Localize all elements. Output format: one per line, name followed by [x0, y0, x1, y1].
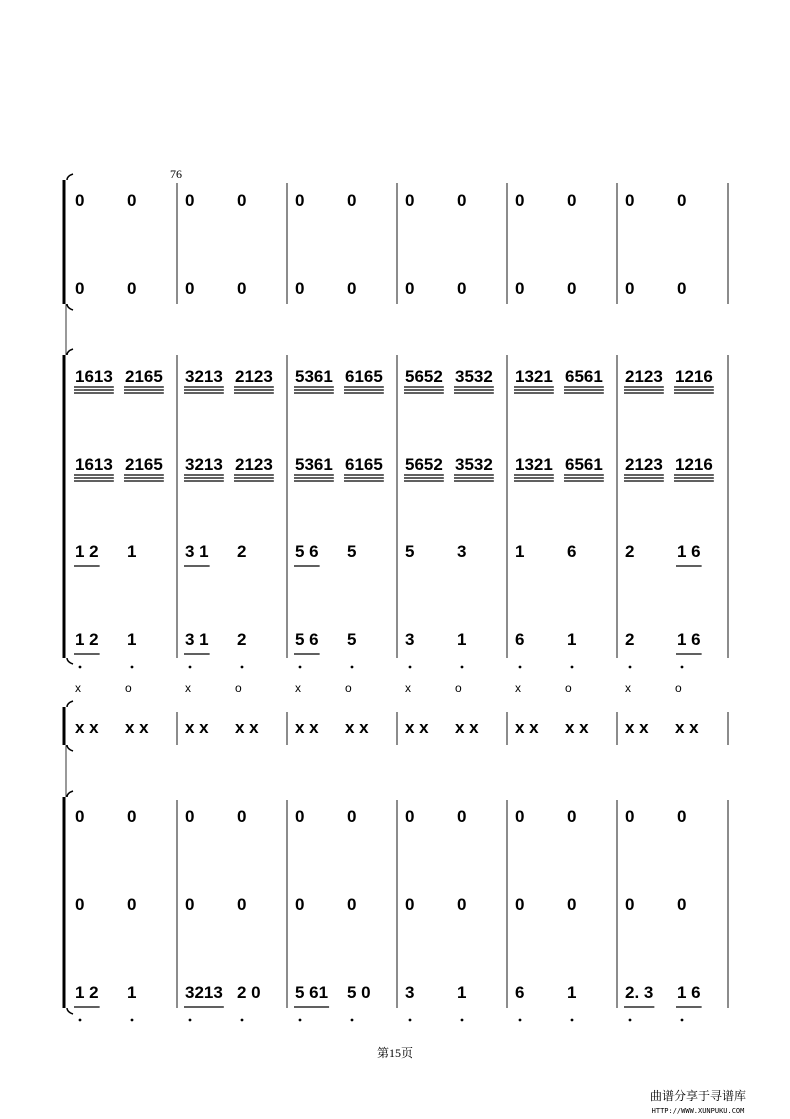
- note: 3213: [185, 367, 223, 386]
- note: 1321: [515, 455, 553, 474]
- note: 1216: [675, 455, 713, 474]
- staff-row-percussion: [75, 718, 699, 737]
- watermark-name: 曲谱分享于寻谱库: [649, 1089, 747, 1103]
- note: 0: [185, 807, 195, 826]
- note: 0: [237, 895, 247, 914]
- octave-dot: [299, 666, 302, 669]
- bracket-system-1: [64, 174, 73, 310]
- staff-row-low-1: [75, 807, 686, 826]
- note: 1: [127, 542, 137, 561]
- note: 6: [515, 630, 525, 649]
- octave-dot: [519, 666, 522, 669]
- note: 1: [127, 630, 137, 649]
- note: 0: [567, 895, 577, 914]
- note: 0: [405, 895, 415, 914]
- note: 5 6: [295, 630, 319, 649]
- page-label: 第15页: [376, 1046, 414, 1060]
- percussion-mark: o: [345, 681, 352, 695]
- note: 0: [405, 191, 415, 210]
- note: 2: [237, 542, 247, 561]
- note: 2123: [625, 455, 663, 474]
- note: 0: [237, 279, 247, 298]
- note: 3213: [185, 455, 223, 474]
- octave-dot: [189, 1019, 192, 1022]
- note: 3213: [185, 983, 223, 1002]
- note: 1: [567, 630, 577, 649]
- note: 0: [295, 279, 305, 298]
- note: 6165: [345, 455, 383, 474]
- note: 0: [567, 279, 577, 298]
- note: 0: [677, 279, 687, 298]
- octave-dot: [461, 666, 464, 669]
- note: 1: [567, 983, 577, 1002]
- note: 3 1: [185, 542, 209, 561]
- note: 0: [75, 895, 85, 914]
- note: 3: [457, 542, 467, 561]
- octave-dot: [461, 1019, 464, 1022]
- percussion-note: x x: [295, 718, 319, 737]
- note: 0: [237, 807, 247, 826]
- octave-dot: [79, 666, 82, 669]
- percussion-note: x x: [75, 718, 99, 737]
- note: 5: [347, 630, 357, 649]
- octave-dot: [189, 666, 192, 669]
- note: 1: [457, 630, 467, 649]
- note: 0: [677, 807, 687, 826]
- note: 0: [75, 191, 85, 210]
- note: 5: [405, 542, 415, 561]
- octave-dot: [351, 666, 354, 669]
- note: 1 6: [677, 983, 701, 1002]
- octave-dot: [299, 1019, 302, 1022]
- percussion-note: x x: [675, 718, 699, 737]
- note: 6165: [345, 367, 383, 386]
- note: 5361: [295, 367, 333, 386]
- note: 3532: [455, 455, 493, 474]
- staff-row-melody-2: [74, 455, 714, 481]
- percussion-note: x x: [405, 718, 429, 737]
- percussion-mark: x: [185, 681, 191, 695]
- note: 0: [457, 191, 467, 210]
- note: 0: [677, 191, 687, 210]
- note: 3: [405, 630, 415, 649]
- note: 6: [515, 983, 525, 1002]
- octave-dot: [681, 1019, 684, 1022]
- octave-dot: [681, 666, 684, 669]
- note: 2123: [625, 367, 663, 386]
- note: 3532: [455, 367, 493, 386]
- percussion-mark: x: [295, 681, 301, 695]
- note: 0: [237, 191, 247, 210]
- note: 5 6: [295, 542, 319, 561]
- note: 1613: [75, 367, 113, 386]
- note: 0: [347, 895, 357, 914]
- note: 2: [625, 630, 635, 649]
- note: 0: [75, 279, 85, 298]
- note: 2123: [235, 455, 273, 474]
- staff-row-top-1: [75, 191, 686, 210]
- note: 0: [347, 191, 357, 210]
- octave-dot: [519, 1019, 522, 1022]
- octave-dot: [131, 1019, 134, 1022]
- note: 6: [567, 542, 577, 561]
- note: 0: [625, 279, 635, 298]
- note: 1 2: [75, 983, 99, 1002]
- bracket-system-4: [64, 791, 73, 1014]
- note: 2. 3: [625, 983, 654, 1002]
- note: 0: [515, 191, 525, 210]
- staff-row-bass-1: [74, 542, 702, 566]
- note: 1216: [675, 367, 713, 386]
- percussion-mark: x: [515, 681, 521, 695]
- percussion-note: x x: [125, 718, 149, 737]
- octave-dot: [409, 666, 412, 669]
- note: 0: [127, 279, 137, 298]
- note: 0: [127, 191, 137, 210]
- octave-dot: [351, 1019, 354, 1022]
- note: 5 0: [347, 983, 371, 1002]
- note: 1: [127, 983, 137, 1002]
- note: 0: [677, 895, 687, 914]
- octave-dot: [79, 1019, 82, 1022]
- note: 0: [515, 807, 525, 826]
- note: 0: [625, 807, 635, 826]
- measure-number: 76: [170, 167, 182, 181]
- note: 0: [295, 191, 305, 210]
- note: 0: [457, 279, 467, 298]
- octave-dot: [629, 1019, 632, 1022]
- barlines: [177, 183, 728, 1008]
- percussion-mark: x: [75, 681, 81, 695]
- note: 1: [457, 983, 467, 1002]
- note: 5 61: [295, 983, 329, 1002]
- octave-dot: [131, 666, 134, 669]
- percussion-mark: o: [675, 681, 682, 695]
- bracket-system-3: [64, 701, 73, 751]
- note: 0: [625, 895, 635, 914]
- note: 0: [567, 191, 577, 210]
- octave-dot: [241, 1019, 244, 1022]
- note: 5361: [295, 455, 333, 474]
- note: 1: [515, 542, 525, 561]
- octave-dot: [241, 666, 244, 669]
- note: 0: [567, 807, 577, 826]
- percussion-mark: x: [625, 681, 631, 695]
- note: 0: [457, 895, 467, 914]
- percussion-mark: o: [565, 681, 572, 695]
- note: 2 0: [237, 983, 261, 1002]
- note: 5: [347, 542, 357, 561]
- note: 3: [405, 983, 415, 1002]
- note: 1 6: [677, 542, 701, 561]
- note: 2: [625, 542, 635, 561]
- staff-row-top-2: [75, 279, 686, 298]
- percussion-note: x x: [625, 718, 649, 737]
- note: 2: [237, 630, 247, 649]
- note: 2123: [235, 367, 273, 386]
- note: 5652: [405, 367, 443, 386]
- note: 2165: [125, 455, 163, 474]
- bracket-system-2: [64, 349, 73, 664]
- note: 1 2: [75, 542, 99, 561]
- note: 0: [515, 895, 525, 914]
- note: 0: [127, 807, 137, 826]
- note: 3 1: [185, 630, 209, 649]
- staff-row-low-3: [74, 983, 702, 1021]
- percussion-note: x x: [345, 718, 369, 737]
- note: 0: [75, 807, 85, 826]
- percussion-note: x x: [235, 718, 259, 737]
- percussion-note: x x: [565, 718, 589, 737]
- note: 0: [185, 895, 195, 914]
- note: 0: [625, 191, 635, 210]
- percussion-note: x x: [455, 718, 479, 737]
- octave-dot: [629, 666, 632, 669]
- note: 0: [295, 807, 305, 826]
- note: 6561: [565, 455, 603, 474]
- note: 0: [347, 807, 357, 826]
- note: 0: [185, 191, 195, 210]
- staff-row-percussion-header: [75, 681, 682, 695]
- note: 0: [295, 895, 305, 914]
- note: 0: [457, 807, 467, 826]
- note: 5652: [405, 455, 443, 474]
- octave-dot: [409, 1019, 412, 1022]
- staff-row-melody-1: [74, 367, 714, 393]
- watermark-url: HTTP://WWW.XUNPUKU.COM: [651, 1107, 745, 1115]
- note: 6561: [565, 367, 603, 386]
- octave-dot: [571, 666, 574, 669]
- staff-row-low-2: [75, 895, 686, 914]
- note: 0: [347, 279, 357, 298]
- note: 0: [185, 279, 195, 298]
- staff-row-bass-2: [74, 630, 702, 668]
- octave-dot: [571, 1019, 574, 1022]
- note: 1 6: [677, 630, 701, 649]
- note: 0: [515, 279, 525, 298]
- note: 0: [405, 279, 415, 298]
- percussion-note: x x: [185, 718, 209, 737]
- note: 0: [405, 807, 415, 826]
- note: 1 2: [75, 630, 99, 649]
- percussion-note: x x: [515, 718, 539, 737]
- note: 0: [127, 895, 137, 914]
- percussion-mark: o: [125, 681, 132, 695]
- note: 1613: [75, 455, 113, 474]
- percussion-mark: x: [405, 681, 411, 695]
- note: 1321: [515, 367, 553, 386]
- note: 2165: [125, 367, 163, 386]
- percussion-mark: o: [455, 681, 462, 695]
- percussion-mark: o: [235, 681, 242, 695]
